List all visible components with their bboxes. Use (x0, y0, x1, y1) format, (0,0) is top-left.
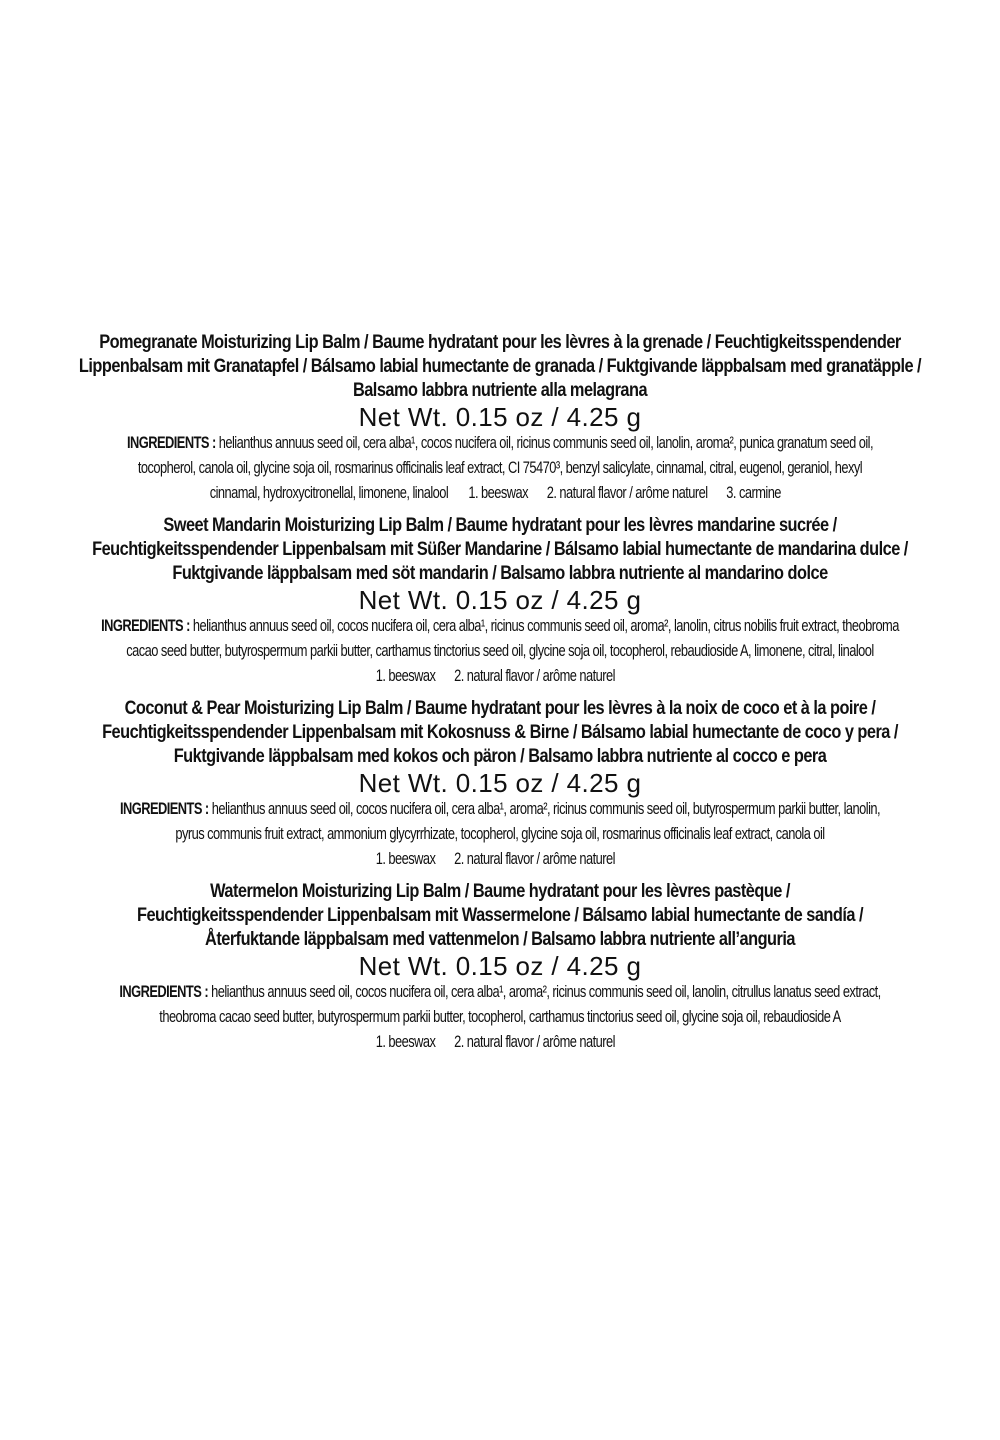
footnote: 1. beeswax (375, 1033, 436, 1051)
footnote: 1. beeswax (375, 667, 436, 685)
product-title-line: Pomegranate Moisturizing Lip Balm / Baume hydratant pour les lèvres à la grenade / Feuchtigkeitsspendender (99, 332, 901, 353)
product-title-line: Feuchtigkeitsspendender Lippenbalsam mit Wassermelone / Bálsamo labial humectante de sandía / (137, 905, 863, 926)
net-weight: Net Wt. 0.15 oz / 4.25 g (358, 402, 642, 432)
product-title-line: Coconut & Pear Moisturizing Lip Balm / Baume hydratant pour les lèvres à la noix de coco et à la poire / (124, 698, 876, 719)
product-title-line: Balsamo labbra nutriente alla melagrana (352, 380, 648, 401)
ingredients-line (5, 1030, 996, 1055)
product-pomegranate (5, 331, 995, 506)
product-watermelon (5, 880, 995, 1055)
product-title-line: Feuchtigkeitsspendender Lippenbalsam mit Kokosnuss & Birne / Bálsamo labial humectante de coco y pera / (102, 722, 898, 743)
ingredients-text: helianthus annuus seed oil, cocos nucifera oil, cera alba¹, aroma², ricinus communis seed oil, butyrospermum parkii butter, lanolin, (211, 800, 881, 818)
product-title (14, 697, 986, 769)
ingredients-list (5, 614, 996, 689)
ingredients-label: INGREDIENTS : (119, 800, 209, 818)
ingredients-text: cinnamal, hydroxycitronellal, limonene, linalool (209, 484, 449, 502)
product-title (14, 514, 986, 586)
ingredients-label: INGREDIENTS : (101, 617, 190, 635)
ingredients-line (5, 797, 996, 822)
ingredients-line (5, 847, 996, 872)
ingredients-line: tocopherol, canola oil, glycine soja oil, rosmarinus officinalis leaf extract, CI 75470³, benzyl salicylate, cinnamal, citral, eugenol, geraniol, hexyl (137, 459, 863, 477)
product-title-line: Återfuktande läppbalsam med vattenmelon / Balsamo labbra nutriente all’anguria (205, 929, 795, 950)
ingredients-line (5, 664, 996, 689)
net-weight: Net Wt. 0.15 oz / 4.25 g (358, 585, 642, 615)
product-title-line: Sweet Mandarin Moisturizing Lip Balm / Baume hydratant pour les lèvres mandarine sucrée / (163, 515, 837, 536)
ingredients-text: helianthus annuus seed oil, cocos nucifera oil, cera alba¹, aroma², ricinus communis seed oil, lanolin, citrullus lanatus seed extract, (211, 983, 881, 1001)
product-title-line: Watermelon Moisturizing Lip Balm / Baume hydratant pour les lèvres pastèque / (210, 881, 790, 902)
ingredients-label: INGREDIENTS : (119, 983, 209, 1001)
footnote: 1. beeswax (375, 850, 436, 868)
ingredients-list (5, 980, 996, 1055)
ingredients-line: cacao seed butter, butyrospermum parkii butter, carthamus tinctorius seed oil, glycine soja oil, tocopherol, rebaudioside A, limonene, citral, linalool (126, 642, 874, 660)
footnote: 2. natural flavor / arôme naturel (454, 850, 615, 868)
ingredients-list (5, 431, 996, 506)
footnote: 3. carmine (726, 484, 781, 502)
product-title (14, 880, 986, 952)
ingredients-list (5, 797, 996, 872)
net-weight: Net Wt. 0.15 oz / 4.25 g (358, 768, 642, 798)
footnote: 1. beeswax (468, 484, 529, 502)
ingredients-line: pyrus communis fruit extract, ammonium glycyrrhizate, tocopherol, glycine soja oil, rosmarinus officinalis leaf extract, canola oil (175, 825, 825, 843)
ingredients-line: theobroma cacao seed butter, butyrospermum parkii butter, tocopherol, carthamus tinctorius seed oil, glycine soja oil, rebaudioside A (159, 1008, 841, 1026)
ingredients-text: helianthus annuus seed oil, cocos nucifera oil, cera alba¹, ricinus communis seed oil, aroma², lanolin, citrus nobilis fruit extract, theobroma (192, 617, 899, 635)
ingredients-line (5, 980, 996, 1005)
product-coconut-pear (5, 697, 995, 872)
ingredients-text: helianthus annuus seed oil, cera alba¹, cocos nucifera oil, ricinus communis seed oil, lanolin, aroma², punica granatum seed oil, (218, 434, 874, 452)
footnote: 2. natural flavor / arôme naturel (546, 484, 708, 502)
ingredients-line (5, 614, 996, 639)
product-title-line: Fuktgivande läppbalsam med kokos och päron / Balsamo labbra nutriente al cocco e pera (173, 746, 827, 767)
product-title-line: Feuchtigkeitsspendender Lippenbalsam mit Süßer Mandarine / Bálsamo labial humectante de mandarina dulce / (92, 539, 908, 560)
product-title (14, 331, 986, 403)
net-weight: Net Wt. 0.15 oz / 4.25 g (358, 951, 642, 981)
product-title-line: Fuktgivande läppbalsam med söt mandarin / Balsamo labbra nutriente al mandarino dolce (172, 563, 828, 584)
footnote: 2. natural flavor / arôme naturel (454, 1033, 615, 1051)
product-sweet-mandarin (5, 514, 995, 689)
footnote: 2. natural flavor / arôme naturel (454, 667, 615, 685)
product-title-line: Lippenbalsam mit Granatapfel / Bálsamo labial humectante de granada / Fuktgivande läppbalsam med granatäpple / (78, 356, 922, 377)
ingredient-label-sheet (0, 331, 1000, 1055)
ingredients-line (5, 481, 996, 506)
ingredients-line (5, 431, 996, 456)
ingredients-label: INGREDIENTS : (126, 434, 216, 452)
